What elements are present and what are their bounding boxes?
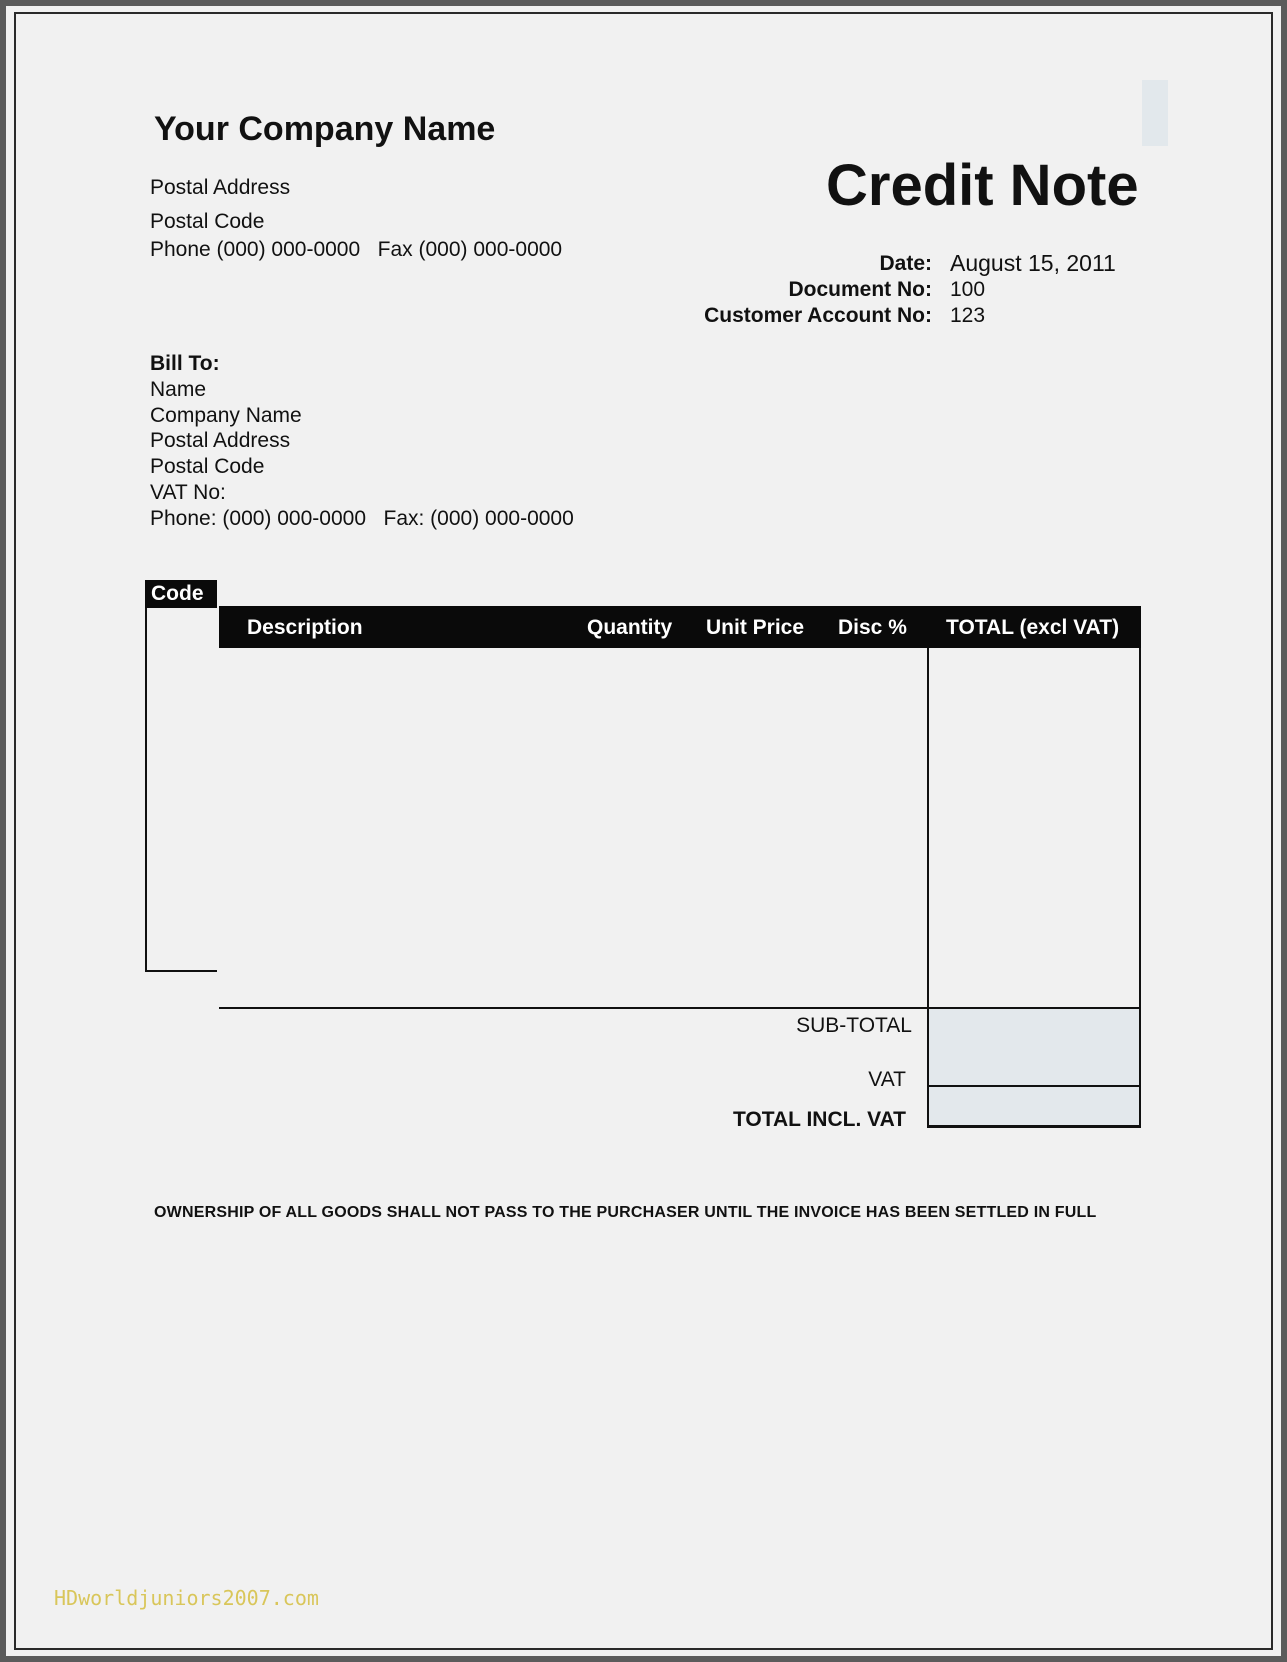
bill-to-company: Company Name	[150, 404, 302, 427]
document-page	[6, 6, 1281, 1656]
ownership-note: OWNERSHIP OF ALL GOODS SHALL NOT PASS TO THE PURCHASER UNTIL THE INVOICE HAS BEEN SETTLED IN FULL	[154, 1204, 1097, 1221]
bill-to-name: Name	[150, 378, 207, 401]
code-column	[145, 608, 217, 972]
watermark: HDworldjuniors2007.com	[54, 1586, 319, 1610]
total-column	[927, 648, 1141, 1008]
code-header: Code	[145, 580, 217, 608]
total-incl-vat-box	[927, 1087, 1141, 1128]
bill-to-postal-address: Postal Address	[150, 429, 291, 452]
bill-to-postal-code: Postal Code	[150, 455, 265, 478]
account-no-value: 123	[950, 304, 986, 327]
vat-label: VAT	[868, 1068, 906, 1091]
bill-to-heading: Bill To:	[150, 352, 220, 375]
date-label: Date:	[879, 252, 932, 275]
vat-box	[927, 1045, 1141, 1087]
header-unit-price: Unit Price	[706, 616, 805, 639]
header-disc: Disc %	[838, 616, 907, 639]
company-name: Your Company Name	[154, 110, 496, 148]
document-no-value: 100	[950, 278, 986, 301]
bill-to-phone-fax: Phone: (000) 000-0000 Fax: (000) 000-0000	[150, 507, 574, 530]
subtotal-label: SUB-TOTAL	[796, 1014, 912, 1037]
subtotal-box	[927, 1007, 1141, 1047]
document-title: Credit Note	[826, 153, 1139, 218]
header-total-excl-vat: TOTAL (excl VAT)	[946, 616, 1120, 639]
header-quantity: Quantity	[587, 616, 673, 639]
company-postal-code: Postal Code	[150, 210, 265, 233]
bill-to-vat: VAT No:	[150, 481, 226, 504]
account-no-label: Customer Account No:	[704, 304, 932, 327]
document-no-label: Document No:	[788, 278, 932, 301]
header-description: Description	[247, 616, 363, 639]
company-phone-fax: Phone (000) 000-0000 Fax (000) 000-0000	[150, 238, 563, 261]
accent-bar	[1142, 80, 1168, 146]
company-postal-address: Postal Address	[150, 176, 291, 199]
total-incl-vat-label: TOTAL INCL. VAT	[732, 1108, 906, 1131]
date-value: August 15, 2011	[950, 250, 1116, 276]
